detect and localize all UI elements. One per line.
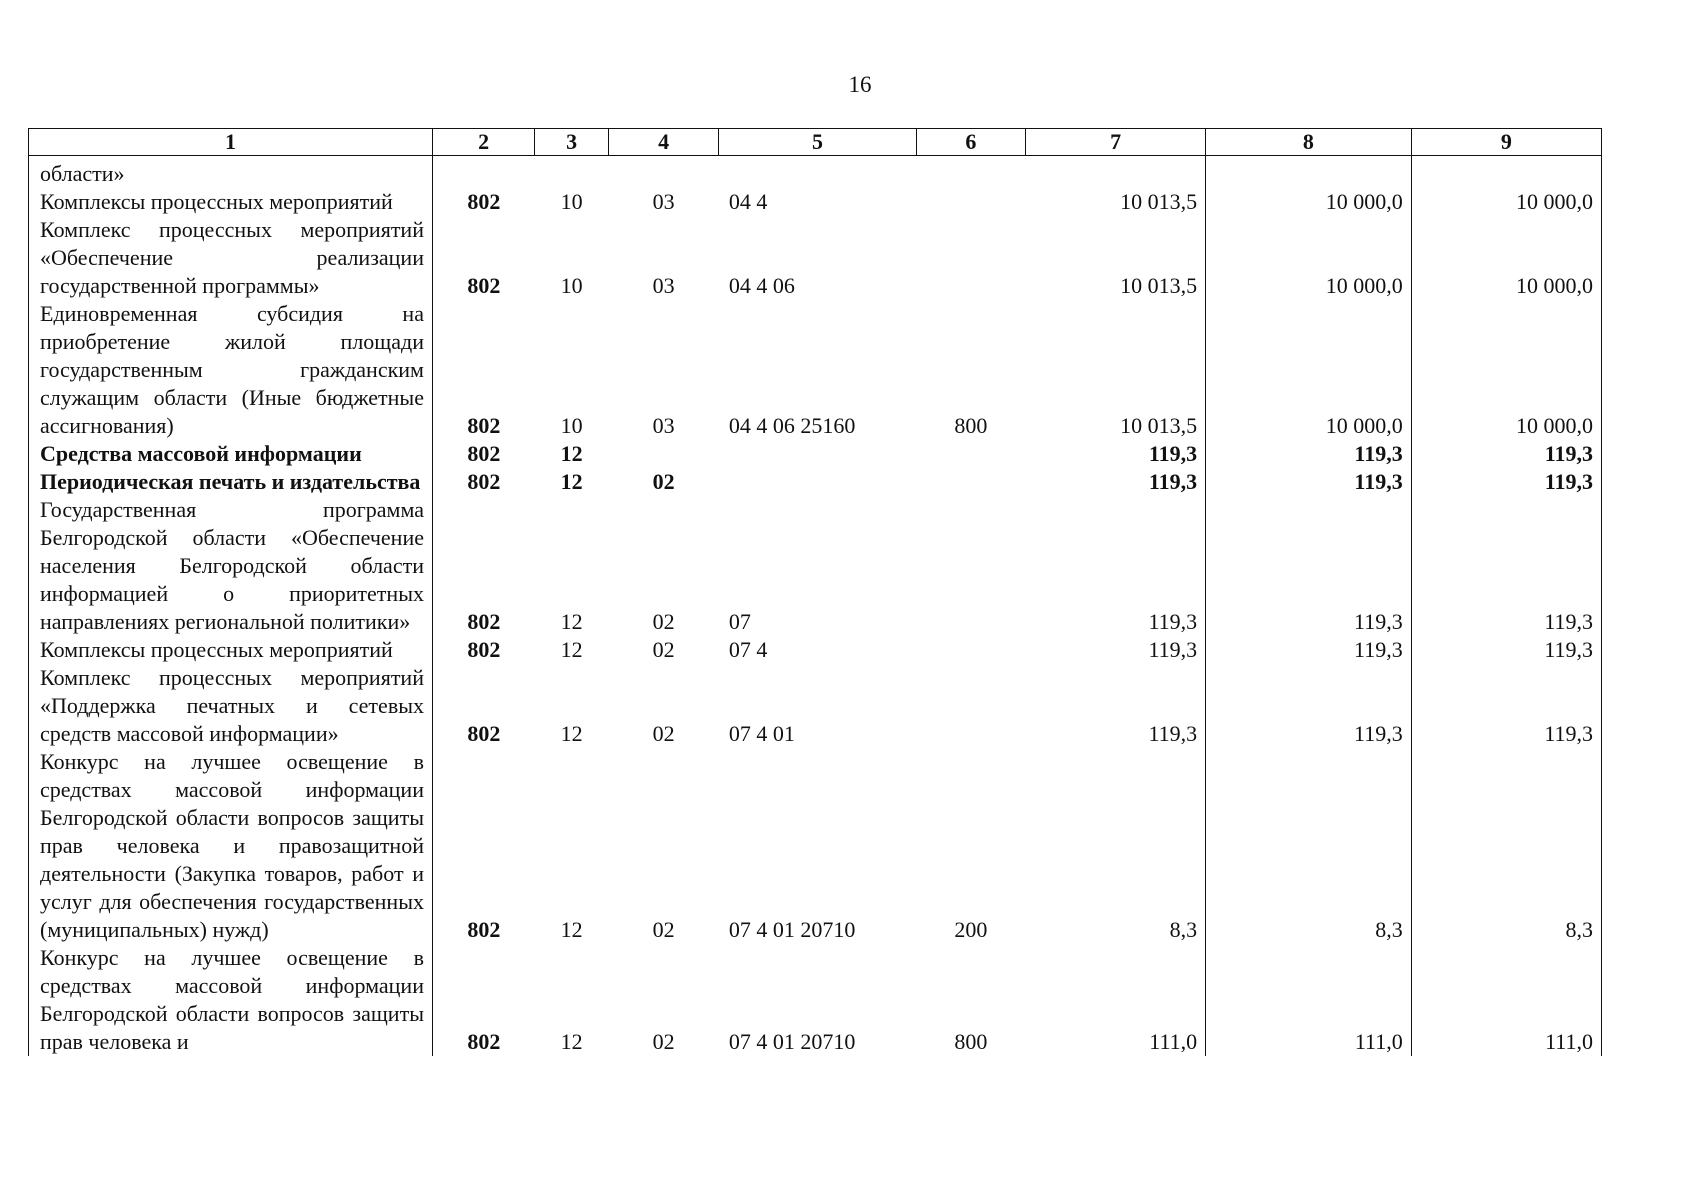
row-ved: 802 — [432, 216, 534, 300]
row-value-9: 119,3 — [1411, 636, 1601, 664]
header-col-1: 1 — [29, 129, 433, 156]
row-value-8: 10 000,0 — [1206, 216, 1412, 300]
row-value-9: 10 000,0 — [1411, 300, 1601, 440]
row-section: 12 — [560, 917, 583, 942]
table-row — [29, 944, 1602, 1056]
row-expense-type — [916, 188, 1025, 216]
row-ved: 802 — [432, 300, 534, 440]
row-subsection: 02 — [652, 1029, 675, 1054]
row-ved: 802 — [432, 440, 534, 468]
row-expense-type: 200 — [954, 917, 988, 942]
row-value-7: 111,0 — [1026, 944, 1206, 1056]
row-section — [535, 156, 609, 189]
row-subsection — [608, 156, 718, 189]
header-col-8: 8 — [1206, 129, 1412, 156]
row-ved — [432, 156, 534, 189]
row-expense-type: 800 — [954, 1029, 988, 1054]
row-value-7: 119,3 — [1026, 468, 1206, 496]
row-subsection: 02 — [652, 721, 675, 746]
table-body — [29, 156, 1602, 1057]
row-value-7: 10 013,5 — [1026, 216, 1206, 300]
row-value-8: 111,0 — [1206, 944, 1412, 1056]
row-value-7: 10 013,5 — [1026, 188, 1206, 216]
page-number: 16 — [848, 72, 872, 97]
row-value-9: 8,3 — [1411, 748, 1601, 944]
row-subsection: 03 — [652, 413, 675, 438]
row-value-9: 119,3 — [1411, 496, 1601, 636]
row-value-8: 119,3 — [1206, 636, 1412, 664]
row-name: Единовременная субсидия на приобретение жилой площади государственным гражданским служащим области (Иные бюджетные ассигнования) — [29, 300, 433, 440]
row-ved: 802 — [432, 468, 534, 496]
row-target-article: 07 4 01 20710 — [728, 1029, 856, 1054]
header-col-6: 6 — [916, 129, 1025, 156]
row-section: 10 — [560, 189, 583, 214]
row-value-9: 10 000,0 — [1411, 216, 1601, 300]
row-ved: 802 — [432, 188, 534, 216]
row-value-8: 119,3 — [1206, 664, 1412, 748]
row-ved: 802 — [432, 664, 534, 748]
row-ved: 802 — [432, 748, 534, 944]
row-name: Государственная программа Белгородской области «Обеспечение населения Белгородской области информацией о приоритетных направлениях региональной политики» — [29, 496, 433, 636]
row-section: 12 — [560, 637, 583, 662]
table-row — [29, 300, 1602, 440]
row-expense-type — [916, 664, 1025, 748]
row-subsection: 03 — [652, 189, 675, 214]
row-section: 10 — [560, 273, 583, 298]
row-expense-type — [916, 216, 1025, 300]
row-value-7 — [1026, 156, 1206, 189]
row-section: 12 — [560, 441, 583, 466]
row-ved: 802 — [432, 496, 534, 636]
row-target-article: 04 4 06 25160 — [728, 413, 856, 438]
row-expense-type — [916, 496, 1025, 636]
table-row — [29, 748, 1602, 944]
row-target-article: 07 — [728, 609, 751, 634]
row-ved: 802 — [432, 944, 534, 1056]
table-row — [29, 216, 1602, 300]
table-row — [29, 156, 1602, 189]
row-value-7: 8,3 — [1026, 748, 1206, 944]
row-target-article: 04 4 — [728, 189, 768, 214]
row-value-9: 119,3 — [1411, 468, 1601, 496]
row-value-7: 119,3 — [1026, 440, 1206, 468]
row-name: Конкурс на лучшее освещение в средствах массовой информации Белгородской области вопросов защиты прав человека и — [29, 944, 433, 1056]
table-row — [29, 496, 1602, 636]
header-col-4: 4 — [608, 129, 718, 156]
row-value-8: 10 000,0 — [1206, 300, 1412, 440]
header-col-7: 7 — [1026, 129, 1206, 156]
row-name: Средства массовой информации — [29, 440, 433, 468]
row-section: 12 — [560, 609, 583, 634]
row-value-9 — [1411, 156, 1601, 189]
row-value-7: 119,3 — [1026, 636, 1206, 664]
table-row — [29, 188, 1602, 216]
row-name: Комплексы процессных мероприятий — [29, 636, 433, 664]
row-value-7: 10 013,5 — [1026, 300, 1206, 440]
row-value-9: 10 000,0 — [1411, 188, 1601, 216]
header-col-3: 3 — [535, 129, 609, 156]
row-value-8 — [1206, 156, 1412, 189]
row-value-7: 119,3 — [1026, 664, 1206, 748]
row-name: Периодическая печать и издательства — [29, 468, 433, 496]
budget-table — [28, 128, 1602, 1056]
row-name: Конкурс на лучшее освещение в средствах массовой информации Белгородской области вопросов защиты прав человека и правозащитной деятельности (Закупка товаров, работ и услуг для обеспечения государственных (муниципальных) нужд) — [29, 748, 433, 944]
row-value-8: 119,3 — [1206, 468, 1412, 496]
row-value-7: 119,3 — [1026, 496, 1206, 636]
row-value-8: 10 000,0 — [1206, 188, 1412, 216]
header-col-5: 5 — [719, 129, 916, 156]
row-target-article — [719, 468, 916, 496]
row-subsection: 02 — [652, 469, 675, 494]
row-expense-type — [916, 440, 1025, 468]
header-col-9: 9 — [1411, 129, 1601, 156]
row-value-9: 119,3 — [1411, 664, 1601, 748]
row-subsection: 02 — [652, 917, 675, 942]
header-col-2: 2 — [432, 129, 534, 156]
row-subsection: 02 — [652, 637, 675, 662]
row-target-article — [719, 156, 916, 189]
row-subsection — [608, 440, 718, 468]
row-expense-type — [916, 468, 1025, 496]
row-name: Комплекс процессных мероприятий «Поддержка печатных и сетевых средств массовой информации» — [29, 664, 433, 748]
row-name: Комплекс процессных мероприятий «Обеспечение реализации государственной программы» — [29, 216, 433, 300]
row-target-article: 07 4 01 20710 — [728, 917, 856, 942]
row-ved: 802 — [432, 636, 534, 664]
row-target-article: 07 4 — [728, 637, 768, 662]
row-section: 10 — [560, 413, 583, 438]
row-value-8: 8,3 — [1206, 748, 1412, 944]
row-subsection: 02 — [652, 609, 675, 634]
row-value-9: 119,3 — [1411, 440, 1601, 468]
row-subsection: 03 — [652, 273, 675, 298]
row-section: 12 — [560, 469, 583, 494]
table-row — [29, 468, 1602, 496]
table-row — [29, 636, 1602, 664]
row-value-8: 119,3 — [1206, 440, 1412, 468]
row-name: области» — [29, 156, 433, 189]
row-value-9: 111,0 — [1411, 944, 1601, 1056]
row-value-8: 119,3 — [1206, 496, 1412, 636]
row-target-article: 07 4 01 — [728, 721, 795, 746]
row-expense-type: 800 — [954, 413, 988, 438]
row-target-article: 04 4 06 — [728, 273, 795, 298]
table-row — [29, 440, 1602, 468]
row-expense-type — [916, 636, 1025, 664]
header-row — [29, 129, 1602, 156]
row-name: Комплексы процессных мероприятий — [29, 188, 433, 216]
row-expense-type — [916, 156, 1025, 189]
row-target-article — [719, 440, 916, 468]
row-section: 12 — [560, 1029, 583, 1054]
row-section: 12 — [560, 721, 583, 746]
table-row — [29, 664, 1602, 748]
